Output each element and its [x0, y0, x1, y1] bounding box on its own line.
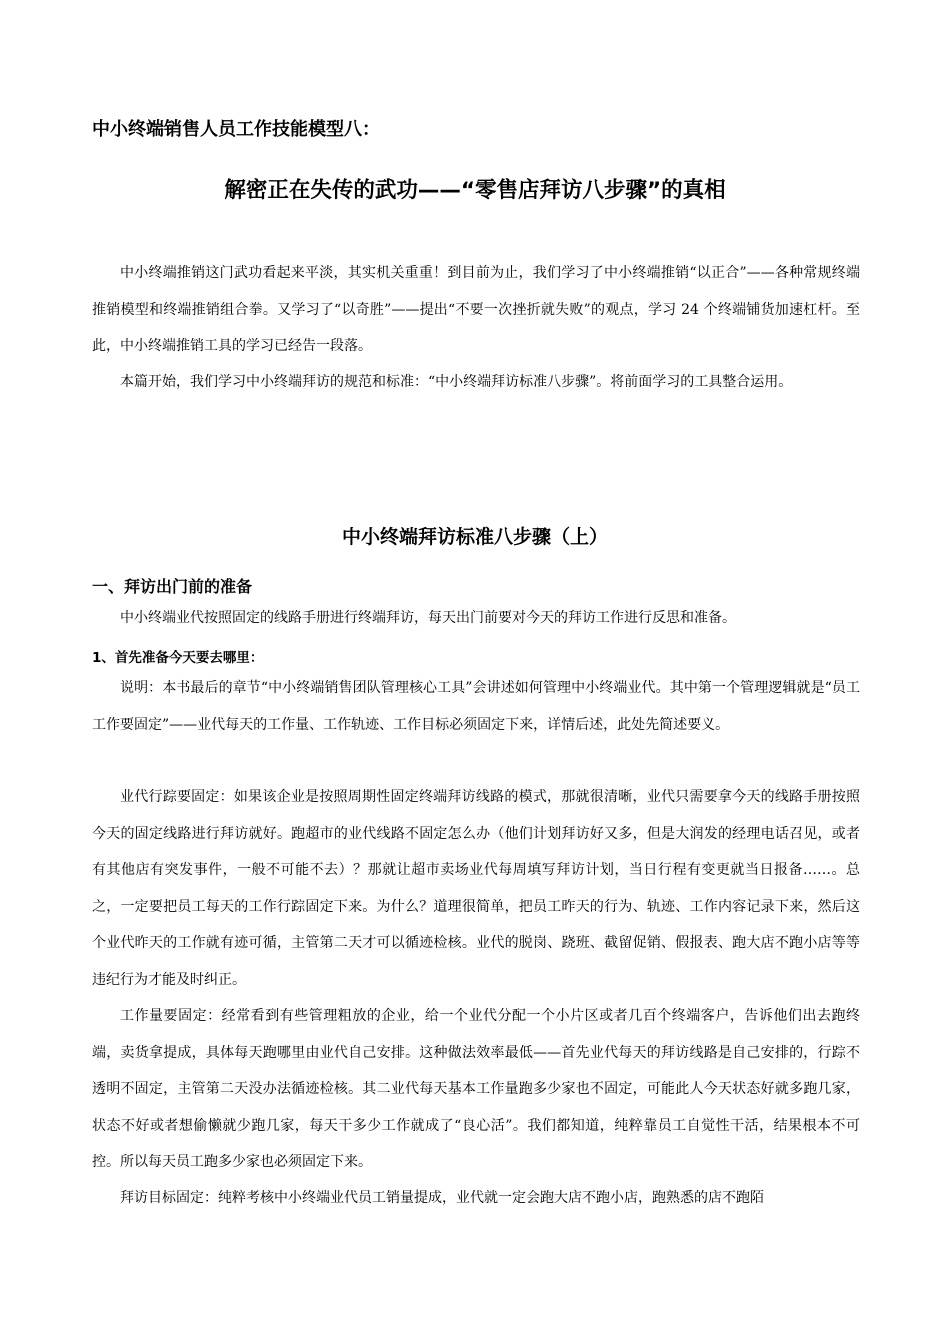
body-paragraph-1: 说明：本书最后的章节“中小终端销售团队管理核心工具”会讲述如何管理中小终端业代。其中第一个管理逻辑就是“员工工作要固定”——业代每天的工作量、工作轨迹、工作目标必须固定下来，详情后述，此处先简述要义。: [92, 680, 860, 733]
intro-paragraph-2: 本篇开始，我们学习中小终端拜访的规范和标准：“中小终端拜访标准八步骤”。将前面学习的工具整合运用。: [120, 374, 793, 390]
body-paragraph-2: 业代行踪要固定：如果该企业是按照周期性固定终端拜访线路的模式，那就很清晰，业代只需要拿今天的线路手册按照今天的固定线路进行拜访就好。跑超市的业代线路不固定怎么办（他们计划拜访好又多，但是大润发的经理电话召见，或者有其他店有突发事件，一般不可能不去）？那就让超市卖场业代每周填写拜访计划，当日行程有变更就当日报备……。总之，一定要把员工每天的工作行踪固定下来。为什么？道理很简单，把员工昨天的行为、轨迹、工作内容记录下来，然后这个业代昨天的工作就有迹可循，主管第二天才可以循迹检核。业代的脱岗、跷班、截留促销、假报表、跑大店不跑小店等等违纪行为才能及时纠正。: [92, 789, 860, 988]
intro-paragraph-1: 中小终端推销这门武功看起来平淡，其实机关重重！到目前为止，我们学习了中小终端推销“以正合”——各种常规终端推销模型和终端推销组合拳。又学习了“以奇胜”——提出“不要一次挫折就失败”的观点，学习 24 个终端铺货加速杠杆。至此，中小终端推销工具的学习已经告一段落。: [92, 265, 860, 354]
section-title: 中小终端拜访标准八步骤（上）: [341, 526, 608, 548]
document-supertitle: 中小终端销售人员工作技能模型八：: [92, 119, 380, 140]
body-paragraph-3: 工作量要固定：经常看到有些管理粗放的企业，给一个业代分配一个小片区或者几百个终端客户，告诉他们出去跑终端，卖货拿提成，具体每天跑哪里由业代自己安排。这种做法效率最低——首先业代每天的拜访线路是自己安排的，行踪不透明不固定，主管第二天没办法循迹检核。其二业代每天基本工作量跑多少家也不固定，可能此人今天状态好就多跑几家，状态不好或者想偷懒就少跑几家，每天干多少工作就成了“良心活”。我们都知道，纯粹靠员工自觉性干活，结果根本不可控。所以每天员工跑多少家也必须固定下来。: [92, 1008, 860, 1170]
heading-1-paragraph: 中小终端业代按照固定的线路手册进行终端拜访，每天出门前要对今天的拜访工作进行反思和准备。: [120, 610, 736, 626]
document-title: 解密正在失传的武功——“零售店拜访八步骤”的真相: [224, 178, 726, 203]
subheading-1: 1、首先准备今天要去哪里：: [92, 650, 264, 666]
heading-1: 一、拜访出门前的准备: [92, 577, 253, 596]
body-paragraph-4: 拜访目标固定：纯粹考核中小终端业代员工销量提成，业代就一定会跑大店不跑小店，跑熟悉的店不跑陌: [120, 1190, 764, 1206]
